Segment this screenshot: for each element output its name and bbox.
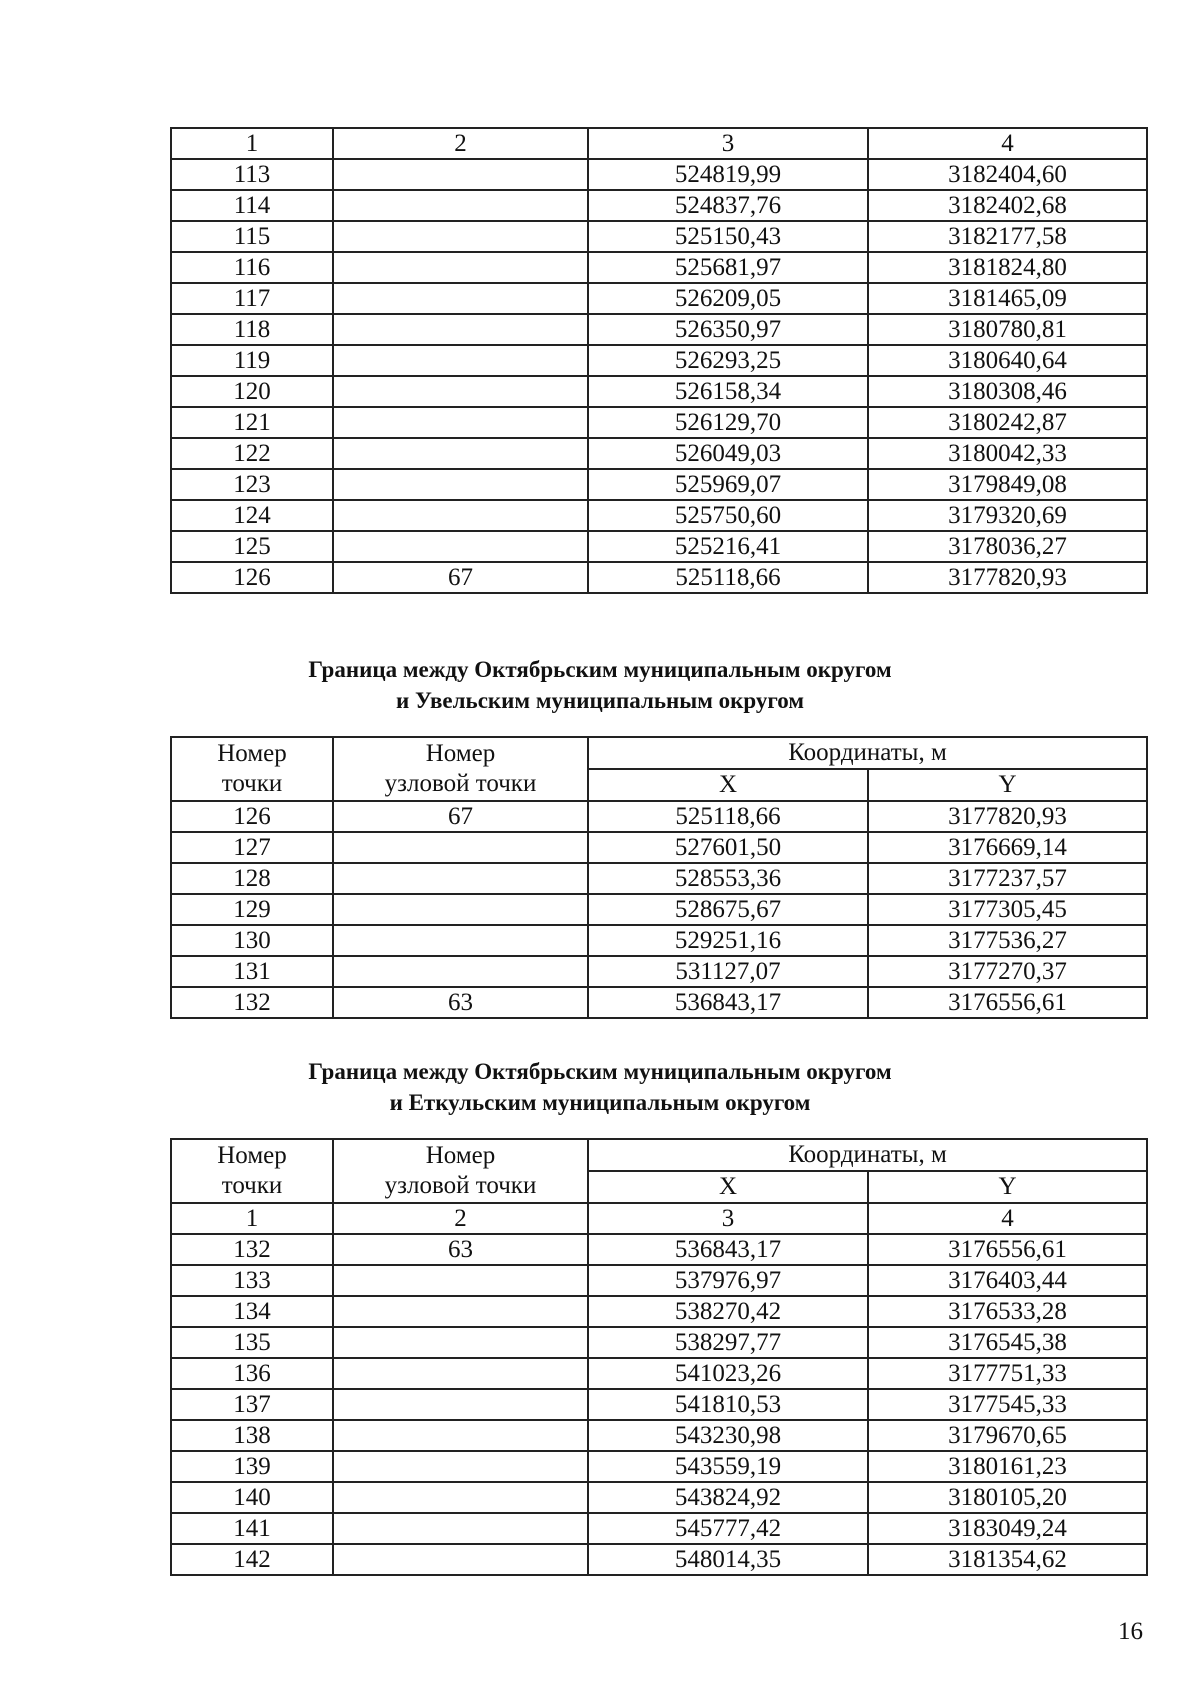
section-title-line: и Увельским муниципальным округом: [396, 688, 804, 713]
x-coordinate-cell: 541023,26: [588, 1358, 868, 1389]
node-number-cell: 67: [333, 801, 588, 832]
y-coordinate-cell: 3178036,27: [868, 531, 1147, 562]
header-text: точки: [221, 1172, 283, 1199]
node-number-cell: [333, 1451, 588, 1482]
table-row: [171, 438, 1147, 469]
node-number-cell: [333, 832, 588, 863]
table-row: [171, 283, 1147, 314]
y-coordinate-cell: 3177305,45: [868, 894, 1147, 925]
node-number-cell: [333, 1389, 588, 1420]
node-number-cell: 63: [333, 987, 588, 1018]
header-coordinates: Координаты, м: [588, 737, 1147, 769]
x-coordinate-cell: 536843,17: [588, 1234, 868, 1265]
header-text: узловой точки: [384, 770, 537, 797]
node-number-cell: [333, 956, 588, 987]
node-number-cell: [333, 925, 588, 956]
point-number-cell: 133: [171, 1265, 333, 1296]
x-coordinate-cell: 537976,97: [588, 1265, 868, 1296]
y-coordinate-cell: 3176403,44: [868, 1265, 1147, 1296]
table-row: [171, 314, 1147, 345]
point-number-cell: 137: [171, 1389, 333, 1420]
point-number-cell: 113: [171, 159, 333, 190]
point-number-cell: 114: [171, 190, 333, 221]
point-number-cell: 128: [171, 863, 333, 894]
table-body: [171, 128, 1147, 593]
node-number-cell: [333, 531, 588, 562]
table-row: [171, 1327, 1147, 1358]
y-coordinate-cell: 3181465,09: [868, 283, 1147, 314]
column-number-cell: 4: [868, 128, 1147, 159]
table-row: [171, 500, 1147, 531]
point-number-cell: 142: [171, 1544, 333, 1575]
x-coordinate-cell: 525118,66: [588, 562, 868, 593]
header-row: [171, 737, 1147, 769]
table-row: [171, 1420, 1147, 1451]
table-row: [171, 863, 1147, 894]
node-number-cell: 67: [333, 562, 588, 593]
point-number-cell: 141: [171, 1513, 333, 1544]
x-coordinate-cell: 526129,70: [588, 407, 868, 438]
x-coordinate-cell: 543230,98: [588, 1420, 868, 1451]
y-coordinate-cell: 3181354,62: [868, 1544, 1147, 1575]
table-row: [171, 1544, 1147, 1575]
point-number-cell: 126: [171, 801, 333, 832]
point-number-cell: 140: [171, 1482, 333, 1513]
table-row: [171, 956, 1147, 987]
y-coordinate-cell: 3180780,81: [868, 314, 1147, 345]
x-coordinate-cell: 543824,92: [588, 1482, 868, 1513]
x-coordinate-cell: 525681,97: [588, 252, 868, 283]
point-number-cell: 136: [171, 1358, 333, 1389]
table-row: [171, 376, 1147, 407]
table-row: [171, 925, 1147, 956]
x-coordinate-cell: 526209,05: [588, 283, 868, 314]
header-point-number: [171, 1139, 333, 1203]
header-node-number: [333, 1139, 588, 1203]
point-number-cell: 134: [171, 1296, 333, 1327]
node-number-cell: [333, 1482, 588, 1513]
table-body: [171, 1139, 1147, 1575]
header-text: узловой точки: [384, 1172, 537, 1199]
y-coordinate-cell: 3179849,08: [868, 469, 1147, 500]
node-number-cell: [333, 1327, 588, 1358]
y-coordinate-cell: 3176556,61: [868, 1234, 1147, 1265]
table-row: [171, 801, 1147, 832]
table-row: [171, 252, 1147, 283]
column-number-cell: 1: [171, 128, 333, 159]
coordinates-table-1: [170, 127, 1148, 594]
point-number-cell: 126: [171, 562, 333, 593]
table-row: [171, 190, 1147, 221]
point-number-cell: 123: [171, 469, 333, 500]
y-coordinate-cell: 3183049,24: [868, 1513, 1147, 1544]
x-coordinate-cell: 525969,07: [588, 469, 868, 500]
node-number-cell: [333, 252, 588, 283]
y-coordinate-cell: 3182402,68: [868, 190, 1147, 221]
column-number-cell: 2: [333, 128, 588, 159]
column-number-cell: 1: [171, 1203, 333, 1234]
y-coordinate-cell: 3181824,80: [868, 252, 1147, 283]
y-coordinate-cell: 3180242,87: [868, 407, 1147, 438]
table-row: [171, 832, 1147, 863]
table-row: [171, 562, 1147, 593]
x-coordinate-cell: 531127,07: [588, 956, 868, 987]
node-number-cell: [333, 376, 588, 407]
node-number-cell: [333, 1420, 588, 1451]
table-row: [171, 894, 1147, 925]
column-number-row: [171, 1203, 1147, 1234]
table-row: [171, 1513, 1147, 1544]
x-coordinate-cell: 524819,99: [588, 159, 868, 190]
node-number-cell: [333, 1544, 588, 1575]
x-coordinate-cell: 543559,19: [588, 1451, 868, 1482]
header-x: X: [588, 769, 868, 801]
column-number-row: [171, 128, 1147, 159]
x-coordinate-cell: 536843,17: [588, 987, 868, 1018]
point-number-cell: 118: [171, 314, 333, 345]
y-coordinate-cell: 3180308,46: [868, 376, 1147, 407]
x-coordinate-cell: 538270,42: [588, 1296, 868, 1327]
node-number-cell: [333, 190, 588, 221]
y-coordinate-cell: 3182177,58: [868, 221, 1147, 252]
x-coordinate-cell: 525150,43: [588, 221, 868, 252]
table-row: [171, 345, 1147, 376]
table-row: [171, 159, 1147, 190]
coordinates-table-2: [170, 736, 1148, 1019]
node-number-cell: [333, 159, 588, 190]
x-coordinate-cell: 528553,36: [588, 863, 868, 894]
point-number-cell: 125: [171, 531, 333, 562]
node-number-cell: 63: [333, 1234, 588, 1265]
x-coordinate-cell: 528675,67: [588, 894, 868, 925]
header-point-number: [171, 737, 333, 801]
point-number-cell: 116: [171, 252, 333, 283]
table-row: [171, 987, 1147, 1018]
section-title-line: Граница между Октябрьским муниципальным округом: [308, 657, 892, 682]
point-number-cell: 127: [171, 832, 333, 863]
x-coordinate-cell: 524837,76: [588, 190, 868, 221]
point-number-cell: 120: [171, 376, 333, 407]
node-number-cell: [333, 1358, 588, 1389]
node-number-cell: [333, 283, 588, 314]
point-number-cell: 139: [171, 1451, 333, 1482]
point-number-cell: 115: [171, 221, 333, 252]
y-coordinate-cell: 3176533,28: [868, 1296, 1147, 1327]
table-row: [171, 1234, 1147, 1265]
y-coordinate-cell: 3176545,38: [868, 1327, 1147, 1358]
section-title-etkulsky: [0, 1056, 1200, 1118]
point-number-cell: 130: [171, 925, 333, 956]
table-row: [171, 407, 1147, 438]
header-y: Y: [868, 1171, 1147, 1203]
page-number: 16: [1118, 1618, 1143, 1645]
y-coordinate-cell: 3177536,27: [868, 925, 1147, 956]
node-number-cell: [333, 314, 588, 345]
y-coordinate-cell: 3179320,69: [868, 500, 1147, 531]
node-number-cell: [333, 894, 588, 925]
x-coordinate-cell: 525216,41: [588, 531, 868, 562]
table-row: [171, 1358, 1147, 1389]
y-coordinate-cell: 3177237,57: [868, 863, 1147, 894]
x-coordinate-cell: 525118,66: [588, 801, 868, 832]
section-title-line: и Еткульским муниципальным округом: [389, 1090, 811, 1115]
table-row: [171, 1389, 1147, 1420]
point-number-cell: 129: [171, 894, 333, 925]
node-number-cell: [333, 1265, 588, 1296]
y-coordinate-cell: 3176556,61: [868, 987, 1147, 1018]
x-coordinate-cell: 541810,53: [588, 1389, 868, 1420]
coordinates-table-3: [170, 1138, 1148, 1576]
node-number-cell: [333, 221, 588, 252]
x-coordinate-cell: 526350,97: [588, 314, 868, 345]
column-number-cell: 3: [588, 1203, 868, 1234]
y-coordinate-cell: 3180105,20: [868, 1482, 1147, 1513]
header-coordinates: Координаты, м: [588, 1139, 1147, 1171]
table-row: [171, 1296, 1147, 1327]
header-text: Номер: [425, 1142, 496, 1169]
point-number-cell: 131: [171, 956, 333, 987]
point-number-cell: 121: [171, 407, 333, 438]
node-number-cell: [333, 1513, 588, 1544]
column-number-cell: 2: [333, 1203, 588, 1234]
y-coordinate-cell: 3176669,14: [868, 832, 1147, 863]
point-number-cell: 124: [171, 500, 333, 531]
y-coordinate-cell: 3177270,37: [868, 956, 1147, 987]
node-number-cell: [333, 500, 588, 531]
point-number-cell: 138: [171, 1420, 333, 1451]
y-coordinate-cell: 3179670,65: [868, 1420, 1147, 1451]
table-row: [171, 221, 1147, 252]
y-coordinate-cell: 3180161,23: [868, 1451, 1147, 1482]
y-coordinate-cell: 3177545,33: [868, 1389, 1147, 1420]
x-coordinate-cell: 545777,42: [588, 1513, 868, 1544]
y-coordinate-cell: 3180640,64: [868, 345, 1147, 376]
table-body: [171, 737, 1147, 1018]
header-text: точки: [221, 770, 283, 797]
table-row: [171, 531, 1147, 562]
header-node-number: [333, 737, 588, 801]
header-y: Y: [868, 769, 1147, 801]
node-number-cell: [333, 345, 588, 376]
x-coordinate-cell: 527601,50: [588, 832, 868, 863]
node-number-cell: [333, 1296, 588, 1327]
node-number-cell: [333, 863, 588, 894]
section-title-uvelsky: [0, 654, 1200, 716]
x-coordinate-cell: 526158,34: [588, 376, 868, 407]
node-number-cell: [333, 407, 588, 438]
table-row: [171, 1265, 1147, 1296]
y-coordinate-cell: 3182404,60: [868, 159, 1147, 190]
header-text: Номер: [217, 740, 287, 767]
header-text: Номер: [217, 1142, 287, 1169]
y-coordinate-cell: 3180042,33: [868, 438, 1147, 469]
x-coordinate-cell: 525750,60: [588, 500, 868, 531]
point-number-cell: 117: [171, 283, 333, 314]
table-row: [171, 1482, 1147, 1513]
point-number-cell: 119: [171, 345, 333, 376]
table-row: [171, 469, 1147, 500]
point-number-cell: 132: [171, 987, 333, 1018]
y-coordinate-cell: 3177751,33: [868, 1358, 1147, 1389]
header-text: Номер: [425, 740, 496, 767]
x-coordinate-cell: 526293,25: [588, 345, 868, 376]
header-x: X: [588, 1171, 868, 1203]
x-coordinate-cell: 548014,35: [588, 1544, 868, 1575]
y-coordinate-cell: 3177820,93: [868, 801, 1147, 832]
node-number-cell: [333, 438, 588, 469]
column-number-cell: 4: [868, 1203, 1147, 1234]
point-number-cell: 122: [171, 438, 333, 469]
y-coordinate-cell: 3177820,93: [868, 562, 1147, 593]
column-number-cell: 3: [588, 128, 868, 159]
x-coordinate-cell: 538297,77: [588, 1327, 868, 1358]
x-coordinate-cell: 526049,03: [588, 438, 868, 469]
x-coordinate-cell: 529251,16: [588, 925, 868, 956]
point-number-cell: 132: [171, 1234, 333, 1265]
node-number-cell: [333, 469, 588, 500]
table-row: [171, 1451, 1147, 1482]
header-row: [171, 1139, 1147, 1171]
section-title-line: Граница между Октябрьским муниципальным округом: [308, 1059, 892, 1084]
point-number-cell: 135: [171, 1327, 333, 1358]
